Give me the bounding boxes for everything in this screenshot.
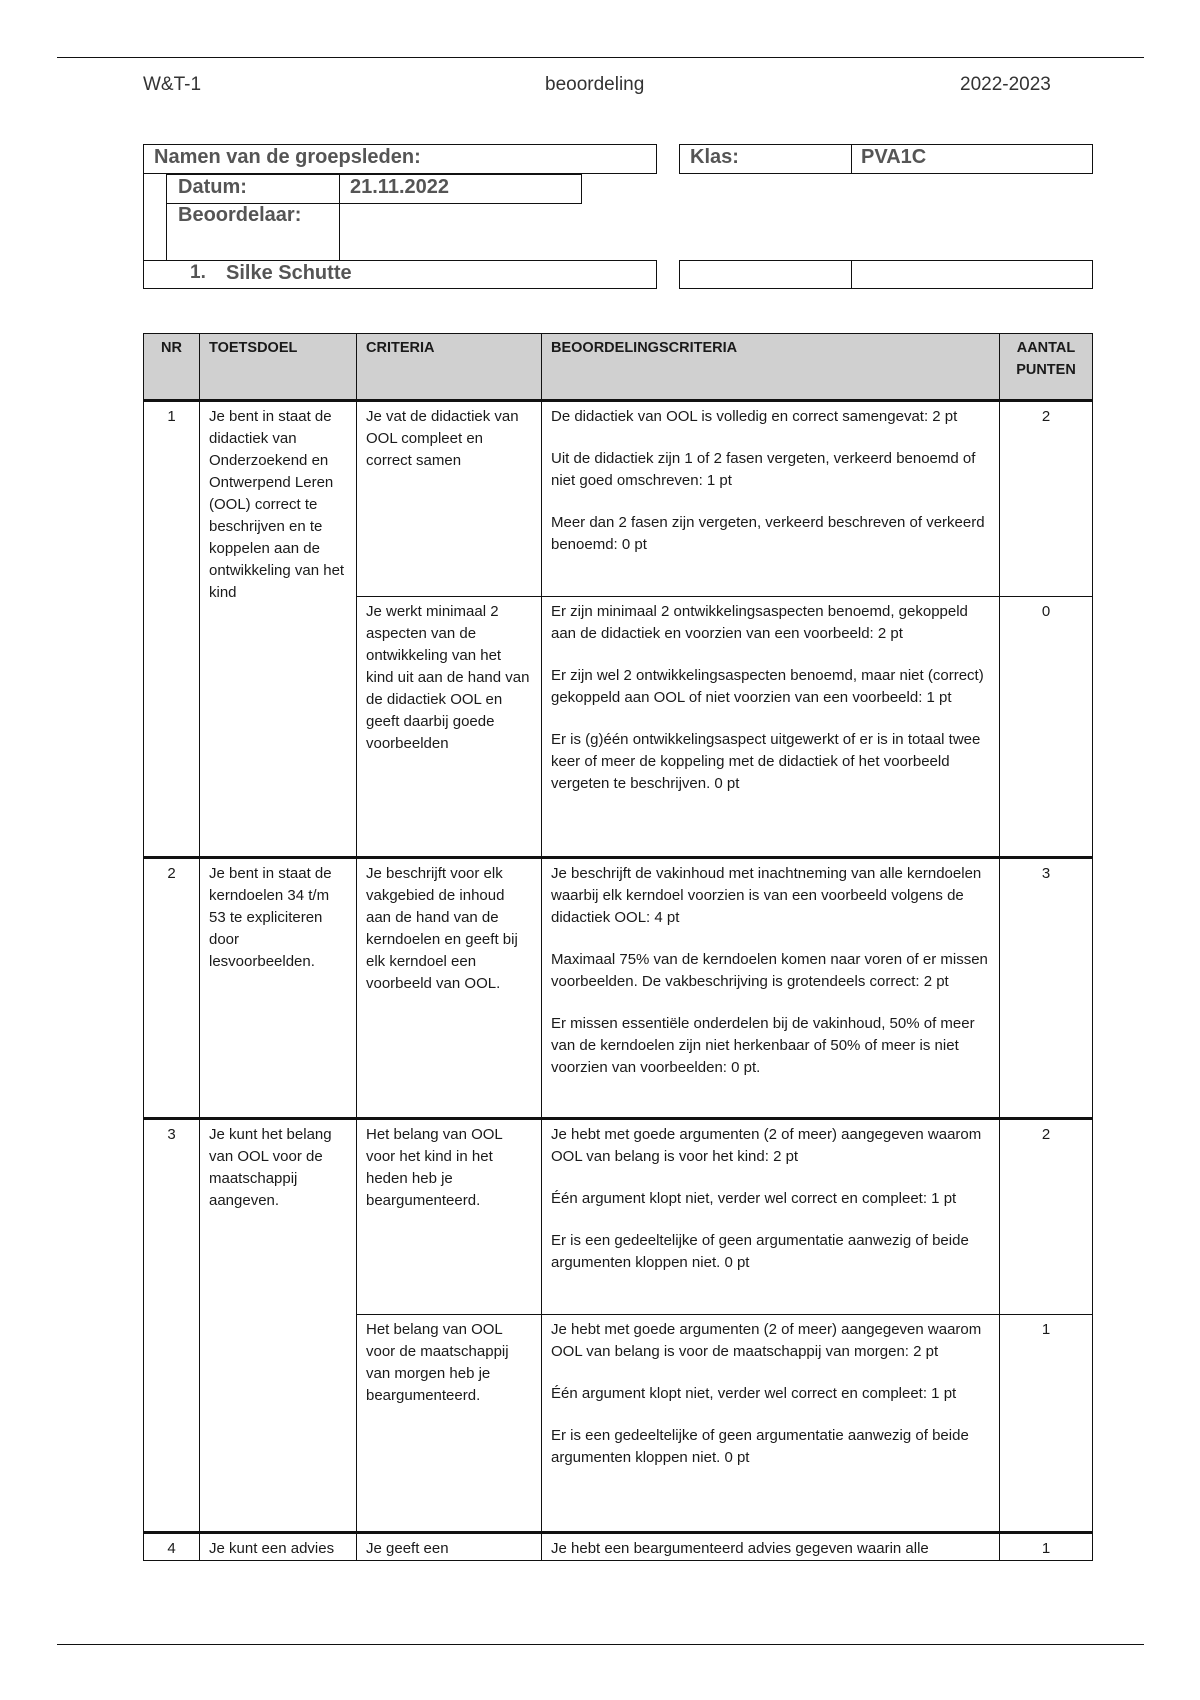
row-points[interactable]: 3	[1000, 858, 1093, 1119]
header-points: AANTAL PUNTEN	[1000, 334, 1093, 401]
assessment-line: Er zijn minimaal 2 ontwikkelingsaspecten benoemd, gekoppeld aan de didactiek en voorzien van een voorbeeld: 2 pt	[551, 603, 968, 642]
row-criteria: Je beschrijft voor elk vakgebied de inhoud aan de hand van de kerndoelen en geeft bij elk kerndoel een voorbeeld van OOL.	[357, 858, 542, 1119]
header-criteria: CRITERIA	[357, 334, 542, 401]
assessment-line: Er is een gedeeltelijke of geen argumentatie aanwezig of beide argumenten kloppen niet. 0 pt	[551, 1427, 969, 1466]
header-course: W&T-1	[143, 74, 202, 95]
assessment-line: Je hebt met goede argumenten (2 of meer) aangegeven waarom OOL van belang is voor het kind: 2 pt	[551, 1126, 982, 1165]
header-year: 2022-2023	[960, 74, 1051, 95]
assessment-line: Er zijn wel 2 ontwikkelingsaspecten benoemd, maar niet (correct) gekoppeld aan OOL of niet voorzien van een voorbeeld: 1 pt	[551, 667, 984, 706]
row-nr: 2	[144, 858, 200, 1119]
assessment-line: Meer dan 2 fasen zijn vergeten, verkeerd beschreven of verkeerd benoemd: 0 pt	[551, 514, 985, 553]
assessment-line: Je hebt met goede argumenten (2 of meer) aangegeven waarom OOL van belang is voor de maatschappij van morgen: 2 pt	[551, 1321, 982, 1360]
assessment-line: Er is een gedeeltelijke of geen argumentatie aanwezig of beide argumenten kloppen niet. 0 pt	[551, 1232, 969, 1271]
class-label: Klas:	[690, 146, 739, 168]
row-criteria: Het belang van OOL voor het kind in het heden heb je beargumenteerd.	[357, 1119, 542, 1315]
assessment-line: Uit de didactiek zijn 1 of 2 fasen vergeten, verkeerd benoemd of niet goed omschreven: 1 pt	[551, 450, 976, 489]
row-criteria: Het belang van OOL voor de maatschappij van morgen heb je beargumenteerd.	[357, 1315, 542, 1533]
class-value[interactable]: PVA1C	[861, 146, 927, 168]
assessment-line: Maximaal 75% van de kerndoelen komen naar voren of er missen voorbeelden. De vakbeschrijving is grotendeels correct: 2 pt	[551, 951, 988, 990]
row-assessment	[542, 1119, 1000, 1315]
assessment-line: Één argument klopt niet, verder wel correct en compleet: 1 pt	[551, 1385, 957, 1402]
row-goal: Je bent in staat de kerndoelen 34 t/m 53 te expliciteren door lesvoorbeelden.	[200, 858, 357, 1119]
date-value[interactable]: 21.11.2022	[350, 176, 449, 198]
assessment-line: Er is (g)één ontwikkelingsaspect uitgewerkt of er is in totaal twee keer of meer de koppeling met de didactiek of het voorbeeld vergeten te beschrijven. 0 pt	[551, 731, 981, 792]
assessment-line: Één argument klopt niet, verder wel correct en compleet: 1 pt	[551, 1190, 957, 1207]
table-row	[144, 1533, 1093, 1561]
date-label: Datum:	[178, 176, 247, 198]
row-goal: Je kunt een advies	[200, 1533, 357, 1561]
row-goal: Je kunt het belang van OOL voor de maatschappij aangeven.	[200, 1119, 357, 1533]
bottom-rule	[57, 1644, 1144, 1645]
row-nr: 4	[144, 1533, 200, 1561]
row-assessment	[542, 1315, 1000, 1533]
row-points[interactable]: 2	[1000, 401, 1093, 597]
class-empty-box	[679, 260, 1093, 289]
row-points[interactable]: 2	[1000, 1119, 1093, 1315]
row-criteria: Je vat de didactiek van OOL compleet en correct samen	[357, 401, 542, 597]
header-goal: TOETSDOEL	[200, 334, 357, 401]
table-header-row	[144, 334, 1093, 401]
table-row	[144, 1119, 1093, 1315]
row-assessment: Je hebt een beargumenteerd advies gegeven waarin alle	[542, 1533, 1000, 1561]
row-assessment	[542, 858, 1000, 1119]
row-criteria: Je geeft een	[357, 1533, 542, 1561]
table-row	[144, 401, 1093, 597]
header-assessment: BEOORDELINGSCRITERIA	[542, 334, 1000, 401]
grading-table	[143, 333, 1093, 1561]
top-rule	[57, 57, 1144, 58]
table-row	[144, 858, 1093, 1119]
names-label: Namen van de groepsleden:	[154, 146, 421, 168]
member-field-box	[143, 260, 657, 289]
assessment-line: Er missen essentiële onderdelen bij de vakinhoud, 50% of meer van de kerndoelen zijn niet herkenbaar of 50% of meer is niet voorzien van voorbeelden: 0 pt.	[551, 1015, 975, 1076]
member-name[interactable]: Silke Schutte	[226, 262, 352, 284]
row-points[interactable]: 1	[1000, 1533, 1093, 1561]
row-nr: 3	[144, 1119, 200, 1533]
member-number: 1.	[190, 262, 206, 283]
row-criteria: Je werkt minimaal 2 aspecten van de ontwikkeling van het kind uit aan de hand van de didactiek OOL en geeft daarbij goede voorbeelden	[357, 597, 542, 858]
row-points[interactable]: 1	[1000, 1315, 1093, 1533]
assessment-line: De didactiek van OOL is volledig en correct samengevat: 2 pt	[551, 408, 958, 425]
row-points[interactable]: 0	[1000, 597, 1093, 858]
assessment-line: Je beschrijft de vakinhoud met inachtneming van alle kerndoelen waarbij elk kerndoel voorzien is van een voorbeeld volgens de didactiek OOL: 4 pt	[551, 865, 982, 926]
row-nr: 1	[144, 401, 200, 858]
assessor-label: Beoordelaar:	[178, 204, 302, 226]
header-title: beoordeling	[545, 74, 645, 95]
header-nr: NR	[144, 334, 200, 401]
row-goal: Je bent in staat de didactiek van Onderzoekend en Ontwerpend Leren (OOL) correct te beschrijven en te koppelen aan de ontwikkeling van het kind	[200, 401, 357, 858]
row-assessment	[542, 597, 1000, 858]
row-assessment	[542, 401, 1000, 597]
